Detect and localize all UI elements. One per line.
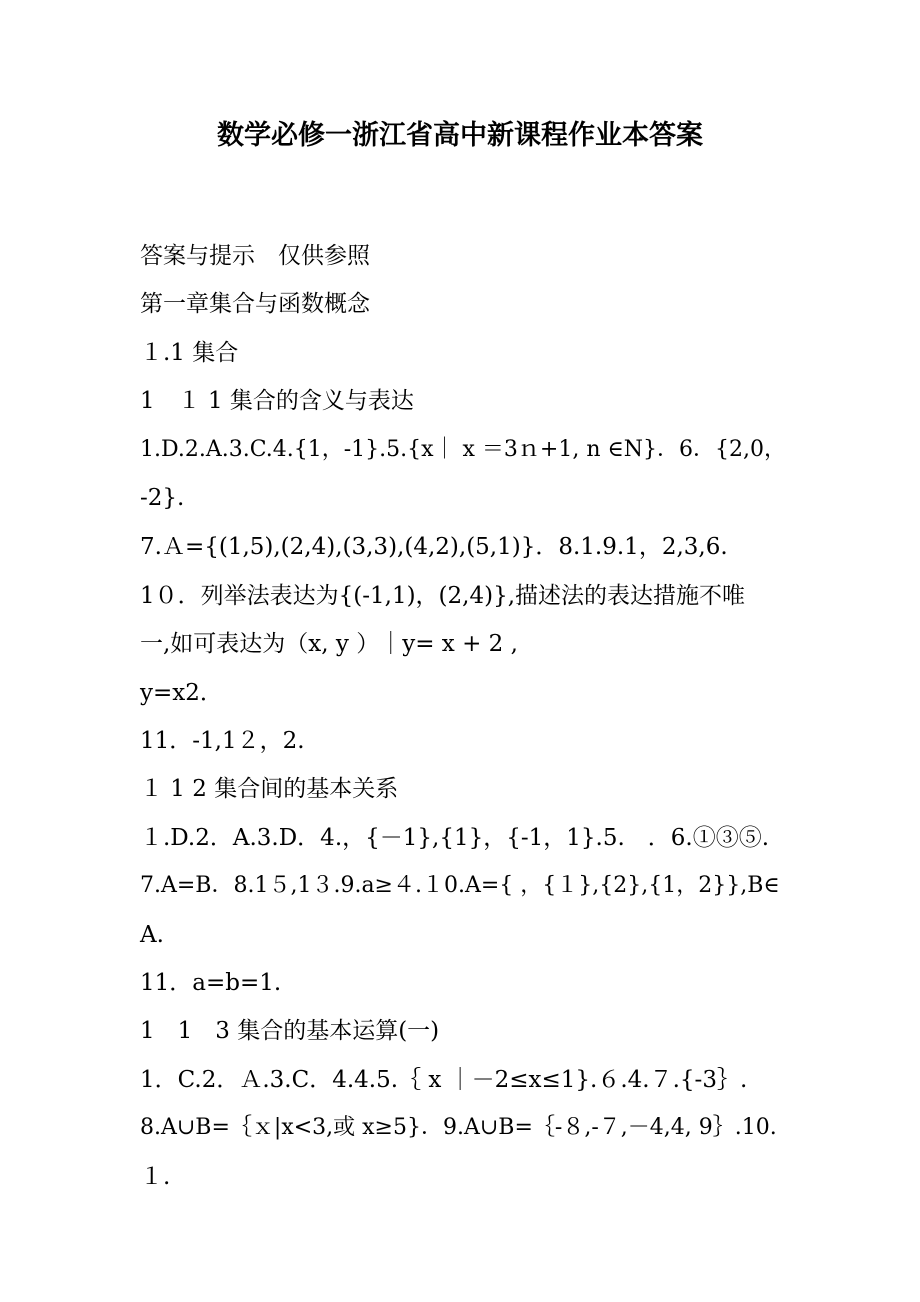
text-line-answers: 1．C.2．Ａ.3.C．4.4.5.｛ x ｜－2≤x≤1}.６.4.７.{-3｝. (140, 1067, 748, 1093)
text-line-answers: １.D.2．A.3.D．4.，{－1},{1}，{-1，1}.5. ．6.①③⑤. (140, 825, 770, 851)
text-line-answers: 7.Ａ={(1,5),(2,4),(3,3),(4,2),(5,1)}．8.1.9.1，2,3,6. (140, 534, 728, 560)
text-line-subsection-heading: １ 1 2 集合间的基本关系 (140, 776, 399, 802)
text-line-answers: １. (140, 1164, 171, 1190)
text-line-answers: 1.D.2.A.3.C.4.{1，-1}.5.{x｜ x ＝3ｎ+1, n ∈N}．6．{2,0， (140, 437, 787, 462)
text-line-answers: 8.A∪B=｛ｘ|x<3,或 x≥5}．9.A∪B=｛-８,-７,－4,4, 9｝.10. (140, 1115, 777, 1140)
text-line-subsection-heading: 1 1 3 集合的基本运算(一) (140, 1018, 440, 1044)
document-title: 数学必修一浙江省高中新课程作业本答案 (217, 120, 703, 151)
text-line-answers: -2}. (140, 485, 185, 511)
text-line-answers: 11．a=b=1. (140, 970, 282, 996)
text-line-answers: 1０．列举法表达为{(-1,1)，(2,4)},描述法的表达措施不唯 (140, 583, 746, 609)
text-line-answers: 一,如可表达为（x, y ）｜y= x + 2 , (140, 631, 518, 657)
text-line-answers: A. (140, 922, 164, 948)
text-line-answer-note: 答案与提示 仅供参照 (140, 243, 370, 269)
text-line-answers: 11．-1,1２，2. (140, 728, 305, 754)
text-line-section-heading: １.1 集合 (140, 340, 239, 366)
text-line-subsection-heading: 1 １ 1 集合的含义与表达 (140, 388, 414, 414)
text-line-chapter-heading: 第一章集合与函数概念 (140, 291, 370, 317)
text-line-answers: 7.A=B．8.1５,1３.9.a≥４.１0.A={ ，{１},{2},{1，2}},B∈ (140, 873, 780, 898)
text-line-answers: y=x2． (140, 680, 223, 706)
